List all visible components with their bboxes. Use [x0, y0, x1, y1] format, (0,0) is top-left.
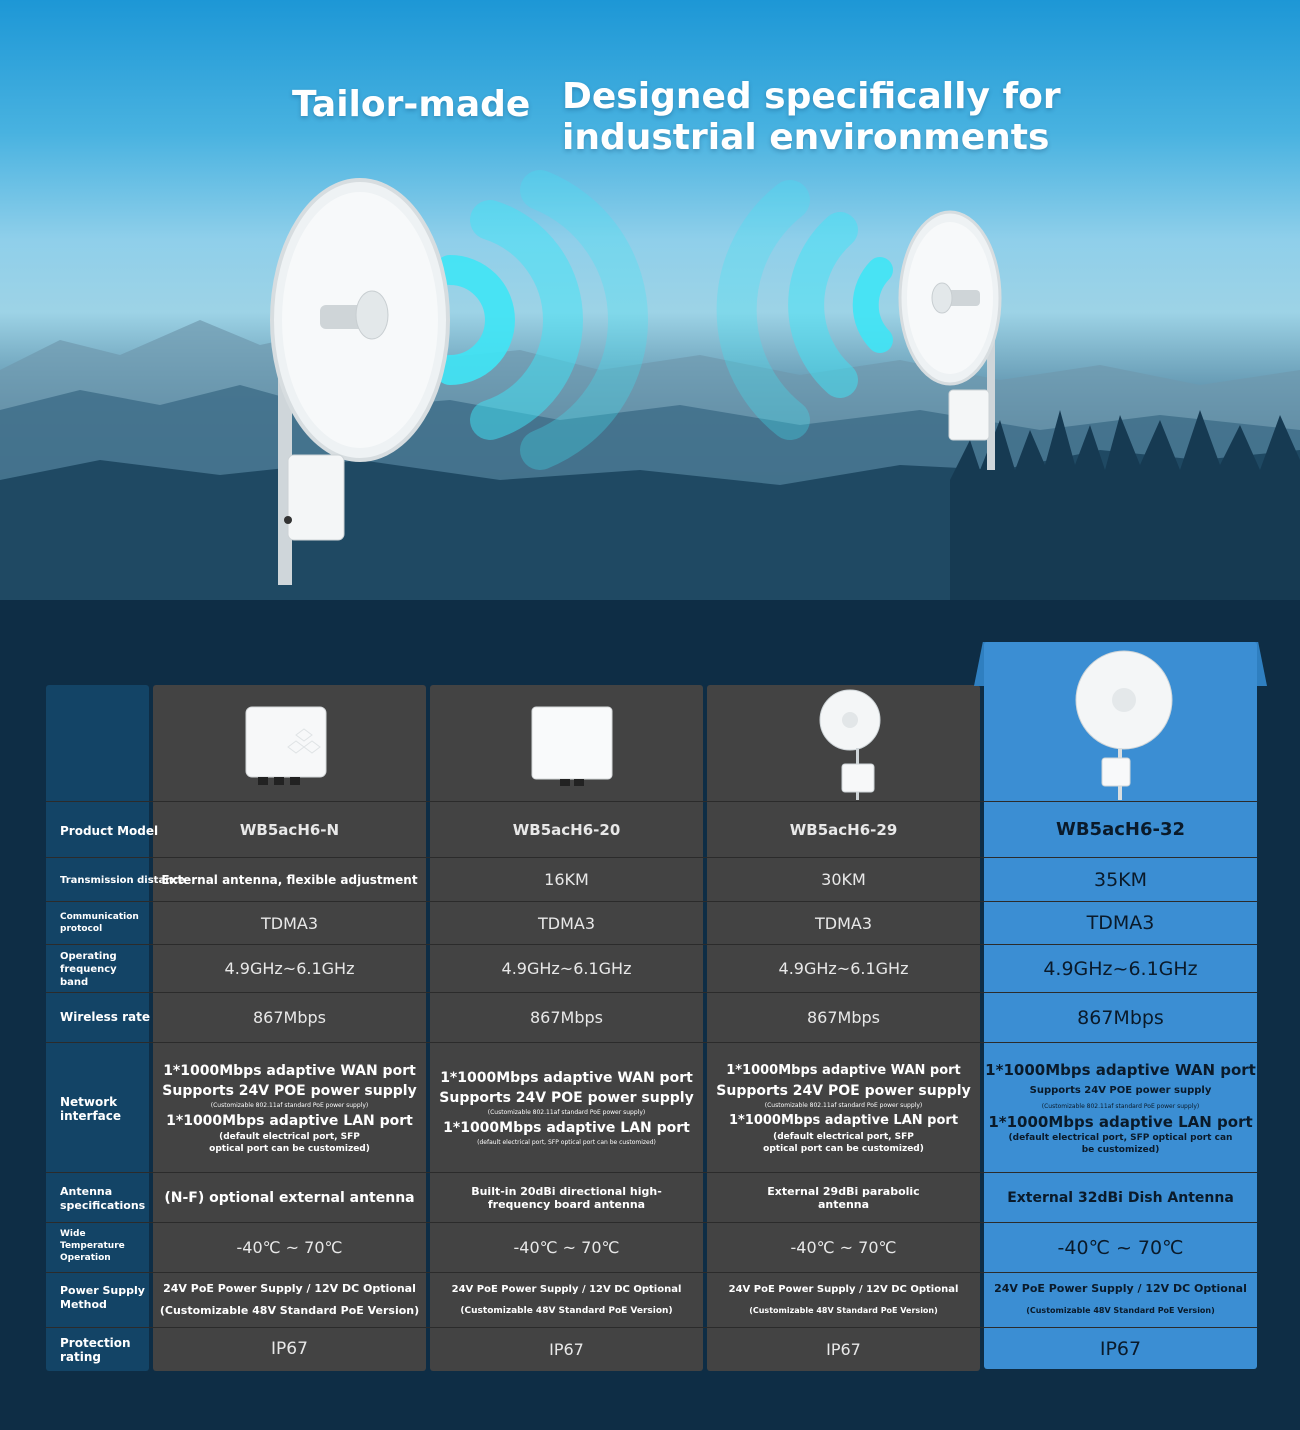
- label-protection-rating: Protection rating: [60, 1336, 131, 1364]
- power-4: 24V PoE Power Supply / 12V DC Optional: [994, 1282, 1247, 1295]
- product-image-29: [816, 688, 886, 800]
- lan-port-3: 1*1000Mbps adaptive LAN port: [728, 1112, 959, 1128]
- band-cell-2: 4.9GHz~6.1GHz: [501, 959, 632, 978]
- headline-line-2: industrial environments: [562, 117, 1050, 159]
- protection-cell-2: IP67: [549, 1339, 584, 1359]
- rate-cell-1: 867Mbps: [253, 1008, 326, 1027]
- label-wireless-rate: Wireless rate: [60, 1010, 151, 1024]
- model-cell-4: WB5acH6-32: [1055, 819, 1186, 840]
- lan-note-1: (default electrical port, SFP optical port can be customized): [209, 1131, 370, 1154]
- wan-port-1: 1*1000Mbps adaptive WAN port: [163, 1062, 416, 1079]
- poe-3: Supports 24V POE power supply: [716, 1082, 971, 1099]
- rate-cell-3: 867Mbps: [807, 1008, 880, 1027]
- antenna-cell-2: Built-in 20dBi directional high-frequency board antenna: [471, 1184, 662, 1211]
- antenna-cell-1: (N-F) optional external antenna: [164, 1189, 415, 1206]
- protocol-cell-4: TDMA3: [1086, 912, 1155, 934]
- label-communication-protocol: Communication protocol: [60, 912, 139, 934]
- model-cell-3: WB5acH6-29: [789, 820, 898, 839]
- label-operating-band: Operating frequency band: [60, 950, 117, 988]
- label-column: [46, 685, 149, 1371]
- label-power-supply: Power Supply Method: [60, 1284, 145, 1311]
- temperature-cell-3: -40℃ ~ 70℃: [790, 1238, 897, 1257]
- power-note-2: (Customizable 48V Standard PoE Version): [460, 1306, 673, 1316]
- poe-note-2: (Customizable 802.11af standard PoE power supply): [487, 1108, 646, 1116]
- power-1: 24V PoE Power Supply / 12V DC Optional: [163, 1282, 416, 1295]
- temperature-cell-4: -40℃ ~ 70℃: [1057, 1236, 1184, 1259]
- label-product-model: Product Model: [60, 824, 159, 838]
- rate-cell-4: 867Mbps: [1077, 1006, 1164, 1029]
- power-note-4: (Customizable 48V Standard PoE Version): [1026, 1306, 1215, 1315]
- wan-port-4: 1*1000Mbps adaptive WAN port: [985, 1060, 1256, 1079]
- product-image-32: [1074, 650, 1174, 802]
- lan-port-4: 1*1000Mbps adaptive LAN port: [988, 1112, 1253, 1131]
- power-cell-2: [430, 1273, 703, 1327]
- model-cell-2: WB5acH6-20: [512, 820, 621, 839]
- power-2: 24V PoE Power Supply / 12V DC Optional: [451, 1284, 682, 1295]
- poe-note-4: (Customizable 802.11af standard PoE power supply): [1041, 1102, 1200, 1110]
- power-note-1: (Customizable 48V Standard PoE Version): [159, 1304, 420, 1317]
- band-cell-1: 4.9GHz~6.1GHz: [224, 959, 355, 978]
- distance-cell-4: 35KM: [1093, 868, 1148, 891]
- poe-2: Supports 24V POE power supply: [439, 1089, 694, 1106]
- headline-tailor-made: Tailor-made: [292, 84, 531, 125]
- band-cell-4: 4.9GHz~6.1GHz: [1043, 957, 1198, 980]
- distance-cell-1: External antenna, flexible adjustment: [161, 872, 418, 887]
- network-cell-3: [707, 1043, 980, 1172]
- power-cell-4: [984, 1273, 1257, 1327]
- lan-port-2: 1*1000Mbps adaptive LAN port: [443, 1119, 690, 1136]
- model-cell-1: WB5acH6-N: [239, 820, 340, 839]
- label-antenna-spec: Antenna specifications: [60, 1185, 146, 1212]
- lan-port-1: 1*1000Mbps adaptive LAN port: [166, 1112, 413, 1129]
- antenna-cell-4: External 32dBi Dish Antenna: [1007, 1189, 1234, 1206]
- protection-cell-1: IP67: [271, 1339, 308, 1359]
- lan-note-3: (default electrical port, SFP optical port can be customized): [763, 1131, 924, 1154]
- lan-note-2: (default electrical port, SFP optical port can be customized): [477, 1138, 656, 1146]
- poe-note-3: (Customizable 802.11af standard PoE power supply): [764, 1101, 923, 1109]
- protocol-cell-2: TDMA3: [537, 913, 596, 933]
- poe-note-1: (Customizable 802.11af standard PoE power supply): [210, 1101, 369, 1109]
- power-cell-1: [153, 1273, 426, 1327]
- power-note-3: (Customizable 48V Standard PoE Version): [749, 1306, 938, 1315]
- poe-4: Supports 24V POE power supply: [1029, 1084, 1212, 1096]
- power-cell-3: [707, 1273, 980, 1327]
- protection-cell-4: IP67: [1099, 1337, 1142, 1360]
- label-temperature: Wide Temperature Operation: [60, 1229, 125, 1263]
- label-network-interface: Network interface: [60, 1095, 122, 1123]
- temperature-cell-1: -40℃ ~ 70℃: [236, 1238, 343, 1257]
- network-cell-4: [984, 1043, 1257, 1172]
- product-image-n: [244, 705, 328, 787]
- band-cell-3: 4.9GHz~6.1GHz: [778, 959, 909, 978]
- product-image-20: [530, 705, 614, 787]
- temperature-cell-2: -40℃ ~ 70℃: [513, 1238, 620, 1257]
- network-cell-2: [430, 1043, 703, 1172]
- protocol-cell-3: TDMA3: [814, 913, 873, 933]
- rate-cell-2: 867Mbps: [530, 1008, 603, 1027]
- distance-cell-3: 30KM: [821, 870, 866, 889]
- headline-line-1: Designed specifically for: [562, 76, 1061, 117]
- poe-1: Supports 24V POE power supply: [162, 1082, 417, 1099]
- wan-port-2: 1*1000Mbps adaptive WAN port: [440, 1069, 693, 1086]
- antenna-cell-3: External 29dBi parabolic antenna: [767, 1184, 920, 1211]
- power-3: 24V PoE Power Supply / 12V DC Optional: [728, 1284, 959, 1295]
- network-cell-1: [153, 1043, 426, 1172]
- distance-cell-2: 16KM: [544, 870, 589, 889]
- wan-port-3: 1*1000Mbps adaptive WAN port: [726, 1062, 961, 1078]
- protocol-cell-1: TDMA3: [260, 913, 319, 933]
- lan-note-4: (default electrical port, SFP optical port can be customized): [1008, 1132, 1233, 1155]
- protection-cell-3: IP67: [826, 1339, 861, 1359]
- label-transmission-distance: Transmission distance: [60, 874, 186, 886]
